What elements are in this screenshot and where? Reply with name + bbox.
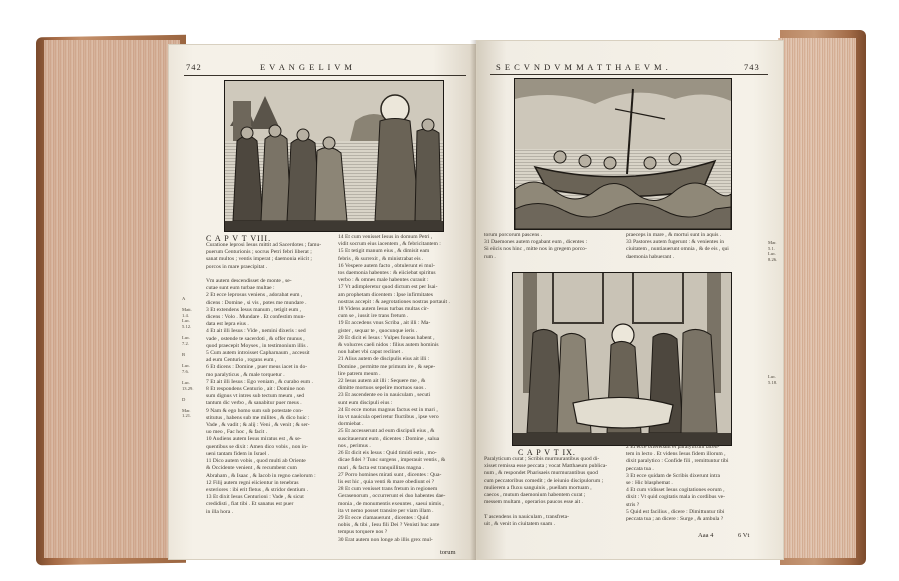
text-line: in illa hora . — [206, 508, 234, 515]
right-text-column-2 — [626, 444, 770, 530]
text-line: 30 Erat autem non longe ab illis grex mul- — [338, 536, 433, 543]
text-line: tempus torquere nos ? — [338, 529, 388, 536]
running-head: E V A N G E L I V M — [260, 62, 353, 72]
text-line: gister , sequar te , quocunque ieris . — [338, 327, 418, 334]
text-line: 15 Et tetigit manum eius , & dimisit eam — [338, 248, 430, 255]
right-top-column-1 — [484, 232, 624, 264]
text-line: febris , & surrexit , & ministrabat eis . — [338, 255, 424, 262]
text-line: & Occidente venient , & recumbent cum — [206, 465, 297, 472]
woodcut-storm-at-sea — [514, 78, 732, 230]
text-line: dimitte mortuos sepelire mortuos suos . — [338, 385, 427, 392]
text-line: tantum dic verbo , & sanabitur puer meus . — [206, 400, 302, 407]
text-line: praeceps in mare , & mortui sunt in aquis . — [626, 232, 722, 238]
text-line: 23 Et ascendente eo in nauiculam , secuti — [338, 392, 431, 399]
text-line: quentibus se dixit : Amen dico vobis , non in- — [206, 443, 308, 450]
header-rule — [184, 75, 466, 76]
page-number: 743 — [744, 62, 760, 72]
text-line — [206, 271, 334, 278]
text-line: mo paralyticus , & male torquetur . — [206, 371, 285, 378]
left-page-edges — [44, 40, 180, 558]
text-line: verbo : & omnes male habentes curauit : — [338, 277, 429, 284]
text-line: monia , de monumentis exeuntes , saeui nimis , — [338, 500, 444, 507]
text-line: vade , ostende te sacerdoti , & offer munus , — [206, 335, 305, 342]
text-line: non habet vbi caput reclinet . — [338, 349, 403, 356]
woodcut-boat-scene — [515, 79, 731, 229]
text-line: ita vt nemo posset transire per viam illam . — [338, 507, 434, 514]
text-line: tem in lecto . Et videns Iesus fidem illorum , — [626, 451, 726, 458]
text-line: 2 Et ecce offerebant ei paralyticum iacen- — [626, 444, 720, 450]
text-line: 9 Nam & ego homo sum sub potestate con- — [206, 407, 303, 414]
text-line: 11 Dico autem vobis , quod multi ab Oriente — [206, 458, 306, 465]
catchword: 6 Vt — [738, 532, 750, 539]
text-line: sunt eum discipuli eius : — [338, 399, 393, 406]
text-line: 18 Videns autem Iesus turbas multas cir- — [338, 306, 429, 313]
text-line: 4 Et ait illi Iesus : Vide , nemini dixeris : sed — [206, 328, 306, 335]
text-line: 27 Porro homines mirati sunt , dicentes : Qua- — [338, 471, 442, 478]
text-line: 19 Et accedens vnus Scriba , ait illi : Ma- — [338, 320, 431, 327]
text-line: 5 Quid est facilius , dicere : Dimittuntur tibi — [626, 508, 725, 515]
text-line — [484, 506, 624, 513]
text-line: uo meo , Fac hoc , & facit . — [206, 429, 268, 436]
text-line: peccata tua . — [626, 465, 654, 472]
text-line: 10 Audiens autem Iesus miratus est , & se- — [206, 436, 302, 443]
text-line: daemonia habuerant . — [626, 253, 674, 260]
text-line: peccata tua ; an dicere : Surge , & ambula ? — [626, 516, 724, 523]
text-line: nobis , & tibi , Iesu fili Dei ? Venisti huc ante — [338, 522, 440, 529]
text-line: credidisti , fiat tibi . Et sanatus est puer — [206, 501, 294, 508]
text-line: Abraham , & Isaac , & Iacob in regno caelorum : — [206, 472, 316, 479]
text-line: Paralyticum curat ; Scribis murmurantibus quod di- — [484, 456, 600, 462]
text-line: ueni tantam fidem in Israel . — [206, 450, 270, 457]
text-line: quod praecepit Moyses , in testimonium illis . — [206, 342, 309, 349]
text-line: vidit socrum eius iacentem , & febricitantem : — [338, 241, 441, 248]
text-line: data est lepra eius . — [206, 321, 249, 328]
text-line: mari , & facta est tranquillitas magna . — [338, 464, 424, 471]
text-line: sanat multos ; ventis imperat ; daemonia eiicit ; — [206, 256, 312, 263]
text-line: suscitauerunt eum , dicentes : Domine , salua — [338, 435, 440, 442]
signature-mark: Aaa 4 — [698, 532, 714, 539]
text-line: 20 Et dicit ei Iesus : Vulpes foueas habent , — [338, 334, 435, 341]
text-line: ciuitatem , nuntiauerunt omnia , & de eis , qui — [626, 246, 729, 253]
text-line: ita vt nauicula operiretur fluctibus , ipse vero — [338, 414, 439, 421]
left-page — [168, 44, 480, 560]
text-line: Curatione leprosi Iesus mittit ad Sacerdotes ; famu- — [206, 242, 322, 248]
text-line: dicens : Domine , si vis , potes me mundare . — [206, 299, 307, 306]
text-line: torum porcorum pascens . — [484, 232, 543, 238]
text-line: lire patrem meum . — [338, 370, 381, 377]
text-line: & volucres caeli nidos : filius autem hominis — [338, 342, 439, 349]
text-line: nos , perimus . — [338, 442, 371, 449]
text-line: mulierem a fluxu sanguinis , puellam mortuam , — [484, 484, 592, 491]
left-text-column-1 — [206, 242, 334, 548]
text-line: se : Hic blasphemat . — [626, 480, 673, 487]
right-page-edges — [778, 38, 856, 558]
text-line: 2 Et ecce leprosus veniens , adorabat eum , — [206, 292, 303, 299]
woodcut-interior-scene — [513, 273, 731, 445]
text-line: uit , & venit in ciuitatem suam . — [484, 520, 555, 527]
text-line: tos daemonia habentes : & eiiciebat spiritus — [338, 270, 436, 277]
text-line: 17 Vt adimpleretur quod dictum est per Isai- — [338, 284, 438, 291]
text-line: 25 Et accesserunt ad eum discipuli eius , & — [338, 428, 435, 435]
text-line: Domine , permitte me primum ire , & sepe- — [338, 363, 436, 370]
margin-references: Mar. 5.1. Luc. 8.26. Luc. 5.18. — [768, 240, 778, 385]
right-text-column-1 — [484, 456, 624, 530]
text-line: 6 Et dicens : Domine , puer meus iacet in do- — [206, 364, 308, 371]
text-line: dicae fidei ? Tunc surgens , imperauit ventis , & — [338, 457, 446, 464]
text-line: dicens : Volo . Mundare . Et confestim mun- — [206, 314, 306, 321]
text-line: rum . — [484, 253, 496, 260]
text-line: Vm autem descendisset de monte , se- — [206, 278, 292, 285]
chapter-heading: C A P V T IX. — [518, 448, 576, 457]
text-line: stitutus , habens sub me milites , & dico huic : — [206, 414, 310, 421]
text-line: dormiebat . — [338, 421, 364, 428]
catchword: torum — [440, 549, 456, 556]
text-line: 4 Et cum vidisset Iesus cogitationes eorum , — [626, 487, 725, 494]
text-line: 28 Et cum venisset trans fretum in regionem — [338, 486, 438, 493]
text-line: dixit paralytico : Confide fili , remittuntur tibi — [626, 458, 729, 465]
margin-references: A Matt. 1.4. Luc. 5.12. Luc. 7.2. B Luc. 7.6. Luc. 13.29. D Mar. 1.21. — [182, 296, 194, 419]
text-line: dixit : Vt quid cogitatis mala in cordibus ve- — [626, 494, 726, 501]
text-line: nostras accepit : & aegrotationes nostras portauit . — [338, 298, 450, 305]
text-line: 14 Et cum venisset Iesus in domum Petri , — [338, 234, 433, 240]
text-line: porcos in mare praecipitat . — [206, 263, 268, 270]
text-line: 3 Et extendens Iesus manum , tetigit eum , — [206, 306, 302, 313]
text-line: 13 Et dixit Iesus Centurioni : Vade , & sicut — [206, 494, 304, 501]
text-line: lis est hic , quia venti & mare obediunt ei ? — [338, 478, 435, 485]
text-line: cum peccatoribus comedit ; de ieiunio discipulorum ; — [484, 477, 604, 484]
text-line: stris ? — [626, 501, 640, 508]
text-line: T ascendens in nauiculam , transfreta- — [484, 513, 570, 520]
text-line: 12 Filij autem regni eiicientur in tenebras — [206, 479, 299, 486]
running-head: S E C V N D V M M A T T H A E V M . — [496, 62, 669, 72]
text-line: 21 Alius autem de discipulis eius ait illi : — [338, 356, 430, 363]
text-line: 5 Cum autem introisset Capharnaum , accessit — [206, 350, 310, 357]
text-line: sum dignus vt intres sub tectum meum , sed — [206, 393, 305, 400]
text-line: 31 Daemones autem rogabant eum , dicentes : — [484, 239, 588, 246]
woodcut-healing-paralytic — [512, 272, 732, 446]
text-line: 3 Et ecce quidam de Scribis dixerunt intra — [626, 472, 720, 479]
text-line: Gerasenorum , occurrerunt ei duo habentes dae- — [338, 493, 446, 500]
text-line: ad eum Centurio , rogans eum , — [206, 357, 277, 364]
text-line: 7 Et ait illi Iesus : Ego veniam , & curabo eum . — [206, 378, 313, 385]
text-line: xisset remissa esse peccata ; vocat Matthaeum publica- — [484, 463, 608, 470]
text-line: Si eiicis nos hinc , mitte nos in gregem porco- — [484, 246, 587, 253]
text-line: am prophetam dicentem : Ipse infirmitates — [338, 291, 433, 298]
text-line: Vade , & vadit ; & alij : Veni , & venit ; & ser- — [206, 422, 310, 429]
text-line: cum se , iussit ire trans fretum . — [338, 313, 409, 320]
text-line: num , & respondet Pharisaeis murmurantibus quod — [484, 470, 598, 477]
text-line: 22 Iesus autem ait illi : Sequere me , & — [338, 378, 426, 385]
chapter-heading: C A P V T VIII. — [206, 234, 272, 243]
right-top-column-2 — [626, 232, 768, 264]
page-number: 742 — [186, 62, 202, 72]
header-rule — [490, 74, 768, 75]
text-line: 29 Et ecce clamauerunt , dicentes : Quid — [338, 514, 429, 521]
text-line: 8 Et respondens Centurio , ait : Domine non — [206, 386, 305, 393]
woodcut-centurion-illustration — [224, 80, 444, 232]
text-line: 33 Pastores autem fugerunt : & venientes in — [626, 239, 725, 246]
text-line: puerum Centurionis ; socrus Petri febri liberat ; — [206, 249, 312, 256]
text-line: caecos , mutum daemonium habentem curat ; — [484, 492, 586, 499]
text-line: 26 Et dicit eis Iesus : Quid timidi estis , mo- — [338, 450, 437, 457]
woodcut-figures — [225, 81, 443, 231]
text-line: 24 Et ecce motus magnus factus est in mari , — [338, 406, 438, 413]
text-line: messem multam , operarios paucos esse ait . — [484, 499, 583, 506]
text-line: exteriores : ibi erit fletus , & stridor dentium . — [206, 486, 309, 493]
right-page — [476, 40, 784, 560]
text-line: 16 Vespere autem facto , obtulerunt ei mul- — [338, 262, 435, 269]
text-line: cutae sunt eum turbae multae : — [206, 285, 275, 292]
left-text-column-2 — [338, 234, 468, 548]
